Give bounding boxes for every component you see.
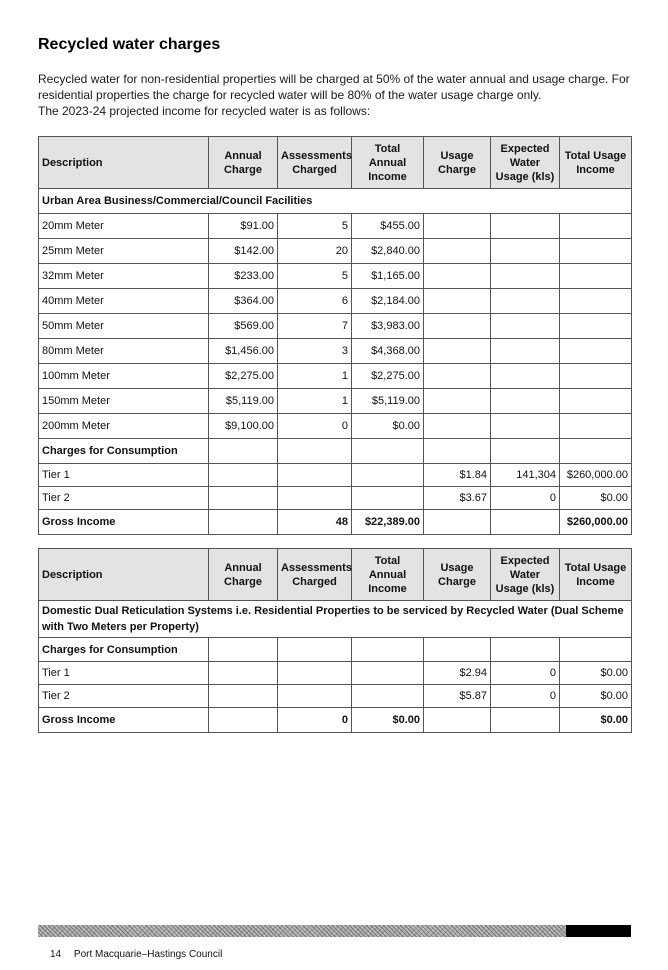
cell-empty: [424, 289, 491, 314]
cell-gross-annual-income: $22,389.00: [352, 510, 424, 535]
table-row: [39, 414, 632, 439]
cell-expected-usage: 141,304: [491, 464, 560, 487]
cell-annual-charge: $233.00: [209, 264, 278, 289]
cell-empty: [560, 289, 632, 314]
cell-assessments: 5: [278, 264, 352, 289]
table-row: [39, 464, 632, 487]
cell-empty: [278, 662, 352, 685]
cell-annual-charge: $2,275.00: [209, 364, 278, 389]
residential-charges-table: [38, 548, 632, 733]
table-row: [39, 314, 632, 339]
cell-total-annual-income: $2,840.00: [352, 239, 424, 264]
table-row: [39, 364, 632, 389]
cell-description: Tier 1: [39, 662, 209, 685]
col-header-description: Description: [39, 137, 209, 189]
cell-empty: [491, 510, 560, 535]
cell-empty: [352, 662, 424, 685]
cell-empty: [491, 708, 560, 733]
table-row: [39, 264, 632, 289]
cell-empty: [352, 464, 424, 487]
cell-empty: [424, 264, 491, 289]
cell-description: 100mm Meter: [39, 364, 209, 389]
cell-empty: [491, 364, 560, 389]
cell-empty: [491, 414, 560, 439]
cell-empty: [209, 638, 278, 662]
table-row: [39, 662, 632, 685]
table-row: [39, 685, 632, 708]
cell-total-usage-income: $0.00: [560, 685, 632, 708]
cell-gross-assessments: 0: [278, 708, 352, 733]
cell-description: Tier 1: [39, 464, 209, 487]
cell-empty: [560, 414, 632, 439]
section-row: [39, 189, 632, 214]
cell-gross-label: Gross Income: [39, 708, 209, 733]
col-header-total-annual-income: Total Annual Income: [352, 549, 424, 601]
cell-empty: [560, 364, 632, 389]
cell-empty: [209, 708, 278, 733]
cell-description: 50mm Meter: [39, 314, 209, 339]
footer-decorative-band: [38, 925, 631, 937]
cell-empty: [352, 638, 424, 662]
cell-empty: [278, 685, 352, 708]
cell-total-annual-income: $2,184.00: [352, 289, 424, 314]
col-header-total-annual-income: Total Annual Income: [352, 137, 424, 189]
cell-consumption-heading: Charges for Consumption: [39, 439, 209, 464]
table-header-row: [39, 549, 632, 601]
col-header-total-usage-income: Total Usage Income: [560, 549, 632, 601]
cell-total-usage-income: $0.00: [560, 662, 632, 685]
cell-description: 20mm Meter: [39, 214, 209, 239]
cell-empty: [491, 239, 560, 264]
col-header-total-usage-income: Total Usage Income: [560, 137, 632, 189]
table-row: [39, 389, 632, 414]
cell-assessments: 1: [278, 389, 352, 414]
cell-gross-usage-income: $260,000.00: [560, 510, 632, 535]
cell-description: 32mm Meter: [39, 264, 209, 289]
col-header-usage-charge: Usage Charge: [424, 549, 491, 601]
cell-annual-charge: $364.00: [209, 289, 278, 314]
cell-empty: [491, 439, 560, 464]
cell-annual-charge: $5,119.00: [209, 389, 278, 414]
cell-empty: [491, 389, 560, 414]
cell-empty: [424, 510, 491, 535]
cell-usage-charge: $1.84: [424, 464, 491, 487]
cell-consumption-heading: Charges for Consumption: [39, 638, 209, 662]
table-row: [39, 239, 632, 264]
cell-description: 40mm Meter: [39, 289, 209, 314]
cell-annual-charge: $142.00: [209, 239, 278, 264]
col-header-usage-charge: Usage Charge: [424, 137, 491, 189]
cell-empty: [424, 364, 491, 389]
cell-description: Tier 2: [39, 487, 209, 510]
footer-solid-bar: [566, 925, 631, 937]
gross-income-row: [39, 708, 632, 733]
cell-assessments: 6: [278, 289, 352, 314]
footer-pattern: [38, 925, 566, 937]
cell-empty: [560, 314, 632, 339]
cell-empty: [560, 339, 632, 364]
cell-empty: [424, 414, 491, 439]
cell-empty: [352, 685, 424, 708]
col-header-annual-charge: Annual Charge: [209, 549, 278, 601]
cell-total-annual-income: $5,119.00: [352, 389, 424, 414]
cell-empty: [278, 487, 352, 510]
cell-empty: [278, 464, 352, 487]
cell-empty: [560, 239, 632, 264]
cell-annual-charge: $1,456.00: [209, 339, 278, 364]
table-row: [39, 638, 632, 662]
cell-empty: [424, 239, 491, 264]
cell-empty: [278, 439, 352, 464]
cell-empty: [491, 339, 560, 364]
cell-description: 25mm Meter: [39, 239, 209, 264]
cell-empty: [491, 638, 560, 662]
cell-total-annual-income: $3,983.00: [352, 314, 424, 339]
cell-assessments: 7: [278, 314, 352, 339]
table-row: [39, 289, 632, 314]
cell-empty: [560, 389, 632, 414]
table-row: [39, 214, 632, 239]
cell-assessments: 20: [278, 239, 352, 264]
cell-gross-assessments: 48: [278, 510, 352, 535]
cell-usage-charge: $5.87: [424, 685, 491, 708]
non-residential-charges-table: [38, 136, 632, 535]
cell-expected-usage: 0: [491, 685, 560, 708]
cell-empty: [209, 487, 278, 510]
cell-empty: [491, 214, 560, 239]
cell-empty: [424, 339, 491, 364]
cell-empty: [424, 708, 491, 733]
table-row: [39, 339, 632, 364]
cell-empty: [491, 314, 560, 339]
cell-total-annual-income: $4,368.00: [352, 339, 424, 364]
table-header-row: [39, 137, 632, 189]
cell-empty: [209, 510, 278, 535]
cell-description: 200mm Meter: [39, 414, 209, 439]
cell-gross-usage-income: $0.00: [560, 708, 632, 733]
section-heading: Urban Area Business/Commercial/Council Facilities: [39, 189, 632, 214]
cell-annual-charge: $569.00: [209, 314, 278, 339]
cell-empty: [560, 638, 632, 662]
cell-annual-charge: $9,100.00: [209, 414, 278, 439]
cell-description: 150mm Meter: [39, 389, 209, 414]
col-header-expected-usage: Expected Water Usage (kls): [491, 137, 560, 189]
intro-text: [38, 71, 638, 120]
footer-organisation: Port Macquarie–Hastings Council: [73, 949, 223, 960]
cell-empty: [491, 264, 560, 289]
col-header-expected-usage: Expected Water Usage (kls): [491, 549, 560, 601]
intro-paragraph: Recycled water for non-residential properties will be charged at 50% of the water annual and usage charge. For residential properties the charge for recycled water will be 80% of the water usage charge only.: [38, 72, 630, 103]
cell-empty: [424, 214, 491, 239]
cell-empty: [209, 464, 278, 487]
cell-empty: [560, 214, 632, 239]
cell-total-annual-income: $455.00: [352, 214, 424, 239]
intro-paragraph: The 2023-24 projected income for recycled water is as follows:: [38, 104, 371, 119]
cell-total-annual-income: $1,165.00: [352, 264, 424, 289]
cell-expected-usage: 0: [491, 662, 560, 685]
cell-empty: [278, 638, 352, 662]
cell-empty: [352, 487, 424, 510]
section-heading: Domestic Dual Reticulation Systems i.e. Residential Properties to be serviced by Recycled Water (Dual Scheme with Two Meters per Property): [39, 601, 632, 638]
cell-empty: [424, 389, 491, 414]
cell-empty: [424, 439, 491, 464]
cell-empty: [352, 439, 424, 464]
page-number: 14: [50, 949, 62, 960]
table-row: [39, 487, 632, 510]
cell-assessments: 5: [278, 214, 352, 239]
cell-total-usage-income: $260,000.00: [560, 464, 632, 487]
cell-annual-charge: $91.00: [209, 214, 278, 239]
cell-usage-charge: $3.67: [424, 487, 491, 510]
cell-total-annual-income: $0.00: [352, 414, 424, 439]
cell-empty: [209, 662, 278, 685]
cell-total-annual-income: $2,275.00: [352, 364, 424, 389]
page-title: Recycled water charges: [38, 36, 221, 53]
col-header-assessments: Assessments Charged: [278, 549, 352, 601]
cell-gross-annual-income: $0.00: [352, 708, 424, 733]
cell-empty: [424, 638, 491, 662]
table-row: [39, 439, 632, 464]
cell-gross-label: Gross Income: [39, 510, 209, 535]
col-header-annual-charge: Annual Charge: [209, 137, 278, 189]
cell-description: 80mm Meter: [39, 339, 209, 364]
cell-usage-charge: $2.94: [424, 662, 491, 685]
page-footer: [50, 949, 232, 960]
cell-empty: [491, 289, 560, 314]
cell-description: Tier 2: [39, 685, 209, 708]
cell-empty: [209, 685, 278, 708]
col-header-description: Description: [39, 549, 209, 601]
col-header-assessments: Assessments Charged: [278, 137, 352, 189]
cell-empty: [424, 314, 491, 339]
cell-expected-usage: 0: [491, 487, 560, 510]
cell-assessments: 1: [278, 364, 352, 389]
cell-total-usage-income: $0.00: [560, 487, 632, 510]
section-row: [39, 601, 632, 638]
cell-assessments: 3: [278, 339, 352, 364]
cell-empty: [209, 439, 278, 464]
gross-income-row: [39, 510, 632, 535]
cell-empty: [560, 264, 632, 289]
cell-empty: [560, 439, 632, 464]
cell-assessments: 0: [278, 414, 352, 439]
